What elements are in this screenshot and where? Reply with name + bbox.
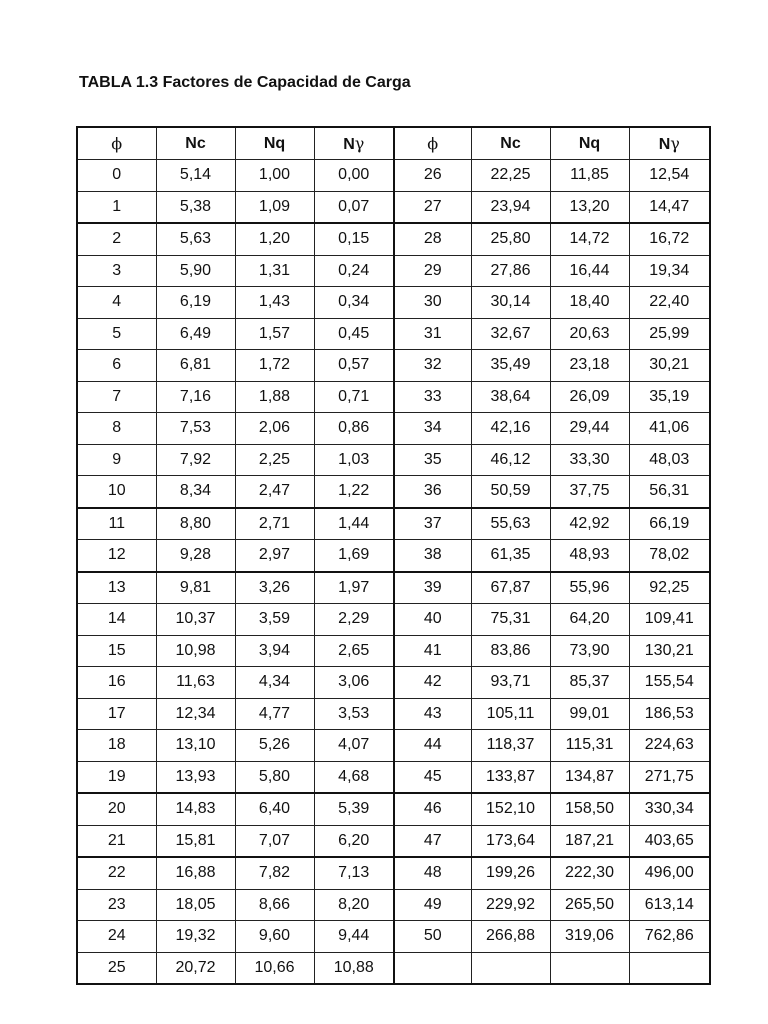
header-nc-right: Nc <box>471 127 550 160</box>
cell-nq-right: 18,40 <box>550 287 629 319</box>
cell-phi-left: 17 <box>77 698 156 730</box>
cell-nc-left: 6,19 <box>156 287 235 319</box>
cell-nq-right: 26,09 <box>550 381 629 413</box>
cell-nq-left: 2,97 <box>235 540 314 572</box>
cell-ngamma-right: 14,47 <box>629 191 710 223</box>
cell-nq-left: 10,66 <box>235 952 314 984</box>
cell-phi-left: 2 <box>77 223 156 255</box>
header-phi-right: ϕ <box>394 127 471 160</box>
cell-phi-left: 24 <box>77 921 156 953</box>
table-row <box>77 381 710 413</box>
cell-nq-right: 115,31 <box>550 730 629 762</box>
cell-nq-left: 5,26 <box>235 730 314 762</box>
cell-nq-right: 16,44 <box>550 255 629 287</box>
cell-nq-right: 85,37 <box>550 667 629 699</box>
cell-nq-left: 3,94 <box>235 635 314 667</box>
cell-ngamma-right: 271,75 <box>629 761 710 793</box>
cell-phi-right: 37 <box>394 508 471 540</box>
cell-ngamma-right: 92,25 <box>629 572 710 604</box>
cell-nc-left: 16,88 <box>156 857 235 889</box>
cell-ngamma-left: 2,29 <box>314 604 394 636</box>
cell-nc-left: 12,34 <box>156 698 235 730</box>
cell-nq-left: 7,82 <box>235 857 314 889</box>
cell-ngamma-right: 403,65 <box>629 825 710 857</box>
cell-nq-left: 1,72 <box>235 350 314 382</box>
cell-nq-left: 1,20 <box>235 223 314 255</box>
cell-nq-left: 2,06 <box>235 413 314 445</box>
header-nq-right: Nq <box>550 127 629 160</box>
header-nq-left: Nq <box>235 127 314 160</box>
table-row <box>77 857 710 889</box>
cell-nq-left: 8,66 <box>235 889 314 921</box>
cell-nc-right <box>471 952 550 984</box>
cell-phi-left: 21 <box>77 825 156 857</box>
table-row <box>77 761 710 793</box>
cell-nc-right: 133,87 <box>471 761 550 793</box>
cell-nc-right: 46,12 <box>471 444 550 476</box>
cell-ngamma-left: 4,68 <box>314 761 394 793</box>
cell-nc-right: 27,86 <box>471 255 550 287</box>
cell-phi-right: 41 <box>394 635 471 667</box>
cell-nc-left: 7,16 <box>156 381 235 413</box>
cell-ngamma-right <box>629 952 710 984</box>
cell-phi-left: 10 <box>77 476 156 508</box>
cell-nc-left: 9,28 <box>156 540 235 572</box>
cell-phi-left: 7 <box>77 381 156 413</box>
cell-phi-right: 29 <box>394 255 471 287</box>
cell-nq-left: 6,40 <box>235 793 314 825</box>
cell-phi-left: 19 <box>77 761 156 793</box>
cell-nc-left: 7,53 <box>156 413 235 445</box>
cell-ngamma-right: 224,63 <box>629 730 710 762</box>
cell-nq-right: 13,20 <box>550 191 629 223</box>
cell-phi-right: 43 <box>394 698 471 730</box>
cell-phi-right: 33 <box>394 381 471 413</box>
table-row <box>77 730 710 762</box>
cell-phi-left: 16 <box>77 667 156 699</box>
cell-phi-left: 9 <box>77 444 156 476</box>
cell-ngamma-left: 1,44 <box>314 508 394 540</box>
table-row <box>77 318 710 350</box>
cell-phi-right: 36 <box>394 476 471 508</box>
cell-nq-left: 1,88 <box>235 381 314 413</box>
cell-nq-left: 3,59 <box>235 604 314 636</box>
table-row <box>77 698 710 730</box>
cell-nc-left: 8,34 <box>156 476 235 508</box>
table-row <box>77 667 710 699</box>
table-row <box>77 476 710 508</box>
cell-phi-right: 34 <box>394 413 471 445</box>
table-body <box>77 160 710 985</box>
cell-nc-left: 5,63 <box>156 223 235 255</box>
table-row <box>77 825 710 857</box>
cell-ngamma-right: 25,99 <box>629 318 710 350</box>
cell-phi-right: 39 <box>394 572 471 604</box>
table-title: TABLA 1.3 Factores de Capacidad de Carga <box>79 74 411 91</box>
cell-phi-left: 13 <box>77 572 156 604</box>
cell-ngamma-right: 19,34 <box>629 255 710 287</box>
cell-phi-right: 46 <box>394 793 471 825</box>
cell-nc-right: 229,92 <box>471 889 550 921</box>
cell-ngamma-right: 12,54 <box>629 160 710 192</box>
cell-nq-left: 2,25 <box>235 444 314 476</box>
cell-nq-right: 20,63 <box>550 318 629 350</box>
cell-nc-left: 6,81 <box>156 350 235 382</box>
cell-nq-right: 64,20 <box>550 604 629 636</box>
cell-phi-left: 18 <box>77 730 156 762</box>
cell-nc-right: 25,80 <box>471 223 550 255</box>
cell-nq-right: 29,44 <box>550 413 629 445</box>
cell-phi-right: 47 <box>394 825 471 857</box>
cell-nc-right: 55,63 <box>471 508 550 540</box>
cell-nc-right: 23,94 <box>471 191 550 223</box>
cell-nq-right: 99,01 <box>550 698 629 730</box>
cell-ngamma-right: 78,02 <box>629 540 710 572</box>
cell-nq-right: 23,18 <box>550 350 629 382</box>
table-row <box>77 191 710 223</box>
cell-nc-right: 22,25 <box>471 160 550 192</box>
cell-nq-left: 1,43 <box>235 287 314 319</box>
table-row <box>77 889 710 921</box>
cell-nc-left: 7,92 <box>156 444 235 476</box>
table-row <box>77 160 710 192</box>
cell-nc-left: 11,63 <box>156 667 235 699</box>
cell-phi-right: 26 <box>394 160 471 192</box>
cell-phi-right: 38 <box>394 540 471 572</box>
cell-nc-right: 35,49 <box>471 350 550 382</box>
cell-ngamma-left: 1,22 <box>314 476 394 508</box>
cell-phi-right: 27 <box>394 191 471 223</box>
cell-nc-right: 50,59 <box>471 476 550 508</box>
cell-phi-left: 23 <box>77 889 156 921</box>
cell-phi-right: 42 <box>394 667 471 699</box>
cell-ngamma-left: 10,88 <box>314 952 394 984</box>
cell-nq-right: 187,21 <box>550 825 629 857</box>
cell-nc-left: 14,83 <box>156 793 235 825</box>
cell-nq-left: 4,77 <box>235 698 314 730</box>
cell-phi-left: 12 <box>77 540 156 572</box>
cell-nq-left: 9,60 <box>235 921 314 953</box>
cell-nc-right: 61,35 <box>471 540 550 572</box>
cell-nc-left: 19,32 <box>156 921 235 953</box>
table-row <box>77 508 710 540</box>
cell-nc-left: 5,38 <box>156 191 235 223</box>
cell-phi-left: 14 <box>77 604 156 636</box>
cell-nc-left: 15,81 <box>156 825 235 857</box>
cell-nq-right: 11,85 <box>550 160 629 192</box>
cell-ngamma-left: 0,86 <box>314 413 394 445</box>
cell-phi-left: 6 <box>77 350 156 382</box>
cell-nq-right: 48,93 <box>550 540 629 572</box>
cell-ngamma-left: 0,24 <box>314 255 394 287</box>
header-nc-left: Nc <box>156 127 235 160</box>
cell-nq-left: 1,00 <box>235 160 314 192</box>
cell-nc-right: 75,31 <box>471 604 550 636</box>
cell-phi-left: 20 <box>77 793 156 825</box>
cell-ngamma-right: 16,72 <box>629 223 710 255</box>
cell-ngamma-left: 0,45 <box>314 318 394 350</box>
cell-nc-left: 8,80 <box>156 508 235 540</box>
header-row <box>77 127 710 160</box>
table-row <box>77 635 710 667</box>
cell-nc-right: 118,37 <box>471 730 550 762</box>
cell-ngamma-left: 1,69 <box>314 540 394 572</box>
cell-ngamma-right: 56,31 <box>629 476 710 508</box>
cell-nc-left: 13,93 <box>156 761 235 793</box>
cell-nc-left: 6,49 <box>156 318 235 350</box>
cell-nc-left: 5,14 <box>156 160 235 192</box>
cell-phi-left: 25 <box>77 952 156 984</box>
cell-ngamma-right: 186,53 <box>629 698 710 730</box>
table-row <box>77 540 710 572</box>
cell-ngamma-right: 22,40 <box>629 287 710 319</box>
cell-ngamma-right: 66,19 <box>629 508 710 540</box>
cell-phi-right: 35 <box>394 444 471 476</box>
cell-nq-left: 2,71 <box>235 508 314 540</box>
cell-ngamma-left: 2,65 <box>314 635 394 667</box>
cell-nc-right: 266,88 <box>471 921 550 953</box>
cell-ngamma-left: 3,53 <box>314 698 394 730</box>
cell-phi-left: 11 <box>77 508 156 540</box>
cell-ngamma-left: 0,15 <box>314 223 394 255</box>
cell-nq-right: 158,50 <box>550 793 629 825</box>
cell-nc-left: 20,72 <box>156 952 235 984</box>
cell-nq-right: 319,06 <box>550 921 629 953</box>
header-ngamma-right: Nγ <box>629 127 710 160</box>
cell-nc-right: 105,11 <box>471 698 550 730</box>
cell-phi-right: 32 <box>394 350 471 382</box>
cell-nc-right: 32,67 <box>471 318 550 350</box>
cell-nc-right: 199,26 <box>471 857 550 889</box>
cell-phi-right: 48 <box>394 857 471 889</box>
cell-ngamma-left: 0,57 <box>314 350 394 382</box>
table-row <box>77 413 710 445</box>
cell-ngamma-left: 8,20 <box>314 889 394 921</box>
header-ngamma-left: Nγ <box>314 127 394 160</box>
cell-ngamma-right: 41,06 <box>629 413 710 445</box>
cell-nq-right: 265,50 <box>550 889 629 921</box>
cell-ngamma-left: 1,03 <box>314 444 394 476</box>
cell-nq-left: 5,80 <box>235 761 314 793</box>
bearing-capacity-table <box>76 126 711 985</box>
cell-phi-right: 28 <box>394 223 471 255</box>
cell-nq-right: 222,30 <box>550 857 629 889</box>
cell-phi-right: 50 <box>394 921 471 953</box>
cell-nq-right: 73,90 <box>550 635 629 667</box>
table-row <box>77 223 710 255</box>
cell-nc-right: 30,14 <box>471 287 550 319</box>
cell-nq-right: 14,72 <box>550 223 629 255</box>
cell-phi-right: 45 <box>394 761 471 793</box>
cell-phi-left: 1 <box>77 191 156 223</box>
table-row <box>77 793 710 825</box>
cell-ngamma-left: 0,00 <box>314 160 394 192</box>
cell-ngamma-left: 0,07 <box>314 191 394 223</box>
cell-nc-left: 10,98 <box>156 635 235 667</box>
cell-nq-left: 7,07 <box>235 825 314 857</box>
table-row <box>77 287 710 319</box>
cell-ngamma-left: 4,07 <box>314 730 394 762</box>
header-phi-left: ϕ <box>77 127 156 160</box>
cell-ngamma-left: 0,71 <box>314 381 394 413</box>
cell-nq-right: 37,75 <box>550 476 629 508</box>
table-row <box>77 952 710 984</box>
cell-ngamma-left: 1,97 <box>314 572 394 604</box>
cell-ngamma-left: 7,13 <box>314 857 394 889</box>
cell-nq-right <box>550 952 629 984</box>
cell-ngamma-right: 613,14 <box>629 889 710 921</box>
cell-nq-left: 2,47 <box>235 476 314 508</box>
cell-ngamma-right: 762,86 <box>629 921 710 953</box>
cell-ngamma-left: 0,34 <box>314 287 394 319</box>
cell-ngamma-right: 130,21 <box>629 635 710 667</box>
cell-ngamma-left: 9,44 <box>314 921 394 953</box>
cell-phi-right: 49 <box>394 889 471 921</box>
cell-ngamma-right: 109,41 <box>629 604 710 636</box>
cell-nq-right: 55,96 <box>550 572 629 604</box>
cell-nq-left: 1,31 <box>235 255 314 287</box>
cell-nq-right: 134,87 <box>550 761 629 793</box>
cell-phi-right: 31 <box>394 318 471 350</box>
cell-ngamma-right: 48,03 <box>629 444 710 476</box>
cell-phi-left: 0 <box>77 160 156 192</box>
cell-ngamma-right: 496,00 <box>629 857 710 889</box>
cell-ngamma-right: 155,54 <box>629 667 710 699</box>
table-row <box>77 604 710 636</box>
cell-phi-right: 40 <box>394 604 471 636</box>
cell-nc-right: 83,86 <box>471 635 550 667</box>
cell-ngamma-right: 35,19 <box>629 381 710 413</box>
cell-nc-right: 42,16 <box>471 413 550 445</box>
cell-ngamma-right: 30,21 <box>629 350 710 382</box>
cell-phi-right: 30 <box>394 287 471 319</box>
cell-nq-left: 4,34 <box>235 667 314 699</box>
cell-nc-right: 67,87 <box>471 572 550 604</box>
cell-phi-left: 15 <box>77 635 156 667</box>
cell-nc-left: 13,10 <box>156 730 235 762</box>
cell-phi-right: 44 <box>394 730 471 762</box>
cell-nc-left: 9,81 <box>156 572 235 604</box>
cell-nc-right: 173,64 <box>471 825 550 857</box>
cell-nq-left: 3,26 <box>235 572 314 604</box>
cell-phi-left: 8 <box>77 413 156 445</box>
cell-nc-left: 18,05 <box>156 889 235 921</box>
cell-ngamma-left: 6,20 <box>314 825 394 857</box>
table-row <box>77 350 710 382</box>
cell-nq-right: 33,30 <box>550 444 629 476</box>
cell-nc-left: 10,37 <box>156 604 235 636</box>
table-row <box>77 921 710 953</box>
table-row <box>77 444 710 476</box>
cell-phi-left: 4 <box>77 287 156 319</box>
cell-nq-left: 1,57 <box>235 318 314 350</box>
table-row <box>77 572 710 604</box>
cell-ngamma-left: 3,06 <box>314 667 394 699</box>
cell-nq-right: 42,92 <box>550 508 629 540</box>
cell-nc-right: 93,71 <box>471 667 550 699</box>
cell-ngamma-right: 330,34 <box>629 793 710 825</box>
cell-nc-right: 152,10 <box>471 793 550 825</box>
table-row <box>77 255 710 287</box>
cell-phi-right <box>394 952 471 984</box>
cell-phi-left: 5 <box>77 318 156 350</box>
cell-nc-left: 5,90 <box>156 255 235 287</box>
cell-nc-right: 38,64 <box>471 381 550 413</box>
cell-nq-left: 1,09 <box>235 191 314 223</box>
cell-ngamma-left: 5,39 <box>314 793 394 825</box>
cell-phi-left: 22 <box>77 857 156 889</box>
cell-phi-left: 3 <box>77 255 156 287</box>
